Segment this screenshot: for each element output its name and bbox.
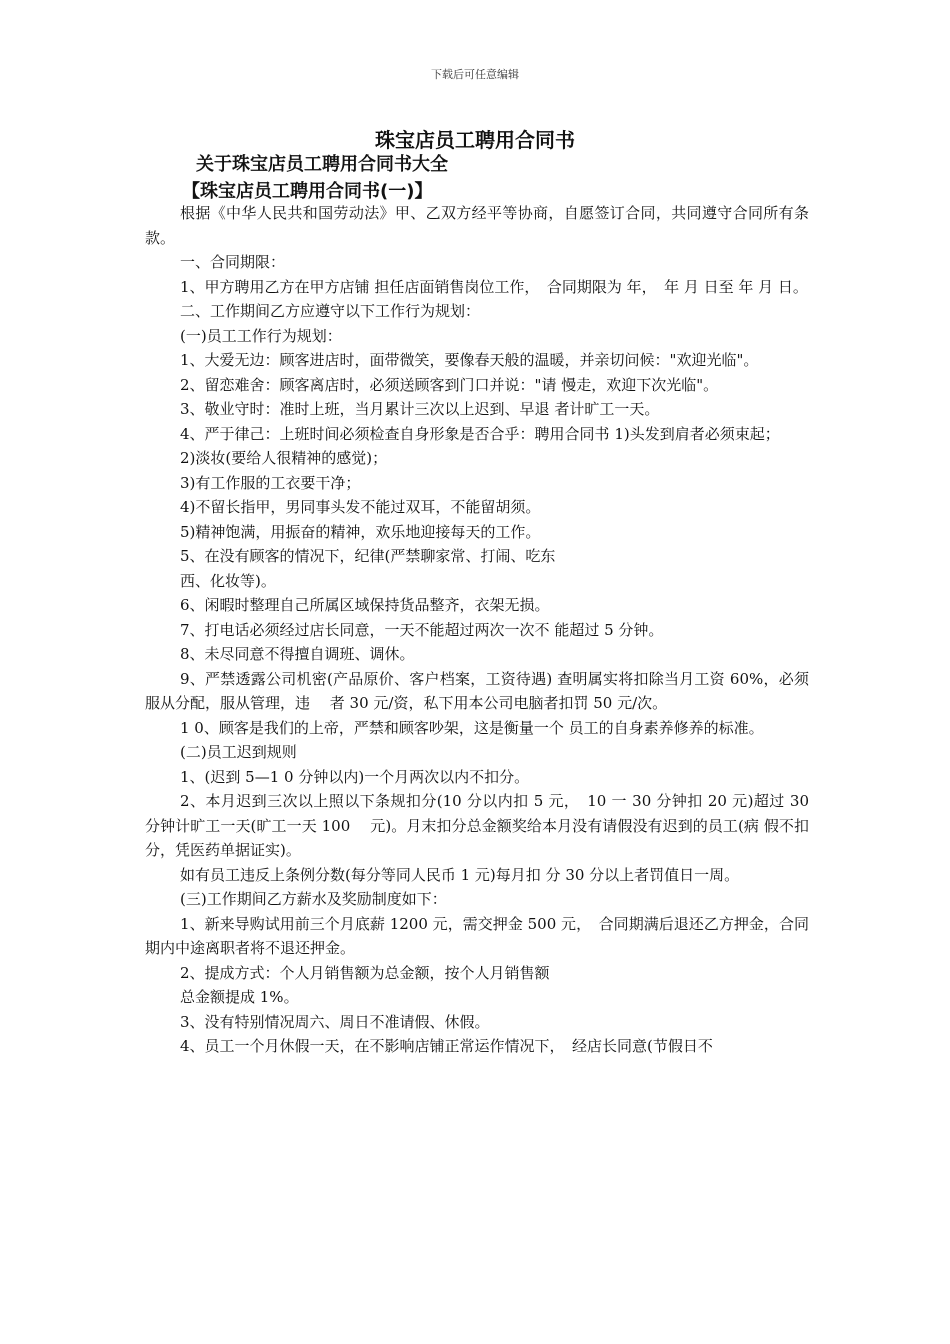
document-subtitle: 关于珠宝店员工聘用合同书大全 (196, 154, 448, 175)
paragraph: 2)淡妆(要给人很精神的感觉)； (180, 449, 388, 467)
document-title: 珠宝店员工聘用合同书 (375, 128, 575, 152)
paragraph: 1、甲方聘用乙方在甲方店铺 担任店面销售岗位工作， 合同期限为 年， 年 月 日至 年 月 日。 (180, 277, 808, 296)
paragraph: 总金额提成 1%。 (180, 988, 299, 1006)
paragraph: (二)员工迟到规则 (180, 743, 297, 761)
paragraph: (一)员工工作行为规划： (180, 326, 342, 345)
paragraph: 西、化妆等)。 (180, 571, 276, 590)
paragraph: 1 0、顾客是我们的上帝，严禁和顾客吵架，这是衡量一个 员工的自身素养修养的标准。 (180, 718, 764, 737)
paragraph: 9、严禁透露公司机密(产品原价、客户档案，工资待遇) 查明属实将扣除当月工资 60%，必须服从分配，服从管理，违 者 30 元/资，私下用本公司电脑者扣罚 50 元/次。 (145, 669, 809, 712)
paragraph: 3)有工作服的工衣要干净； (180, 473, 361, 492)
paragraph: 根据《中华人民共和国劳动法》甲、乙双方经平等协商，自愿签订合同，共同遵守合同所有条款。 (145, 204, 809, 247)
paragraph: 1、大爱无边：顾客进店时，面带微笑，要像春天般的温暖，并亲切问候："欢迎光临"。 (180, 351, 759, 369)
paragraph: 1、新来导购试用前三个月底薪 1200 元，需交押金 500 元， 合同期满后退还乙方押金，合同期内中途离职者将不退还押金。 (145, 914, 809, 957)
header-note: 下载后可任意编辑 (431, 68, 519, 81)
paragraph: 2、本月迟到三次以上照以下条规扣分(10 分以内扣 5 元， 10 一 30 分钟扣 20 元)超过 30 分钟计旷工一天(旷工一天 100 元)。月末扣分总金额奖给本月没有请假没有迟到的员工(病 假不扣分，凭医药单据证实)。 (145, 792, 809, 859)
paragraph: 7、打电话必须经过店长同意，一天不能超过两次一次不 能超过 5 分钟。 (180, 620, 664, 639)
document-body (145, 201, 809, 1059)
paragraph: 3、没有特别情况周六、周日不准请假、休假。 (180, 1012, 490, 1031)
paragraph: (三)工作期间乙方薪水及奖励制度如下： (180, 890, 447, 908)
paragraph: 5)精神饱满，用振奋的精神，欢乐地迎接每天的工作。 (180, 522, 541, 541)
paragraph: 8、未尽同意不得擅自调班、调休。 (180, 645, 415, 663)
paragraph: 1、(迟到 5—1 0 分钟以内)一个月两次以内不扣分。 (180, 767, 530, 786)
paragraph: 6、闲暇时整理自己所属区域保持货品整齐，衣架无损。 (180, 596, 550, 614)
section-title: 【珠宝店员工聘用合同书(一)】 (182, 181, 433, 202)
paragraph: 如有员工违反上条例分数(每分等同人民币 1 元)每月扣 分 30 分以上者罚值日一周。 (180, 865, 740, 884)
paragraph: 5、在没有顾客的情况下，纪律(严禁聊家常、打闹、吃东 (180, 547, 556, 565)
paragraph: 2、留恋难舍：顾客离店时，必须送顾客到门口并说："请 慢走，欢迎下次光临"。 (180, 375, 719, 394)
paragraph: 3、敬业守时：准时上班，当月累计三次以上迟到、早退 者计旷工一天。 (180, 400, 660, 418)
paragraph: 4、严于律己：上班时间必须检查自身形象是否合乎：聘用合同书 1)头发到肩者必须束起； (180, 424, 780, 443)
paragraph: 一、合同期限： (180, 253, 286, 271)
paragraph: 4)不留长指甲，男同事头发不能过双耳，不能留胡须。 (180, 498, 541, 516)
paragraph: 4、员工一个月休假一天，在不影响店铺正常运作情况下， 经店长同意(节假日不 (180, 1037, 713, 1055)
paragraph: 二、工作期间乙方应遵守以下工作行为规划： (180, 302, 481, 320)
paragraph: 2、提成方式：个人月销售额为总金额，按个人月销售额 (180, 963, 550, 982)
